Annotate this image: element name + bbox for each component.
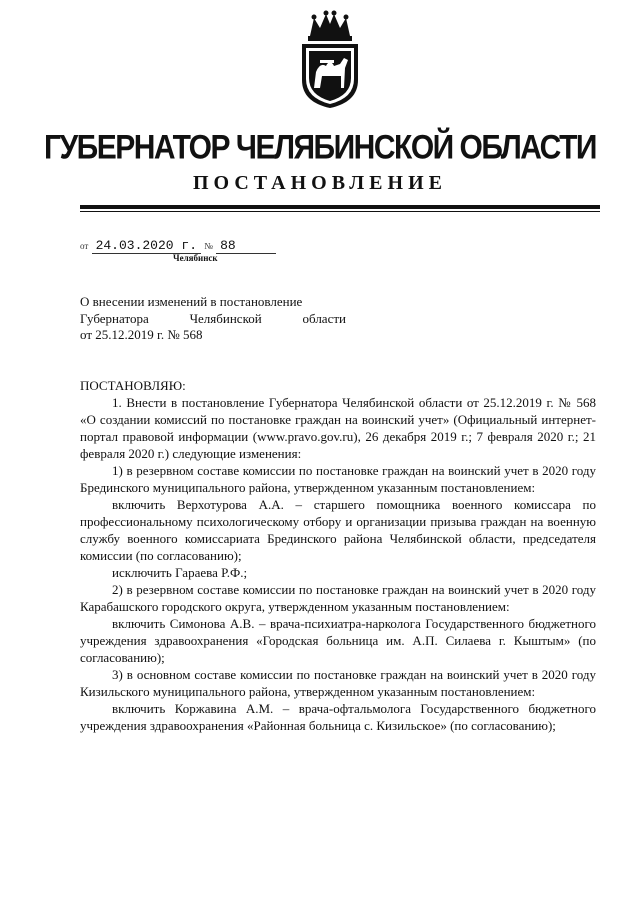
document-type: ПОСТАНОВЛЕНИЕ bbox=[193, 172, 447, 194]
paragraph-7: 3) в основном составе комиссии по постановке граждан на воинский учет в 2020 году Кизильского муниципального района, утвержденном указанным постановлением: bbox=[80, 667, 596, 699]
header-rule-thin bbox=[80, 211, 600, 212]
header-rule-thick bbox=[80, 205, 600, 209]
city: Челябинск bbox=[173, 253, 218, 263]
document-body bbox=[80, 377, 596, 734]
subject-line-2: Губернатора Челябинской области bbox=[80, 310, 346, 326]
paragraph-4: исключить Гараева Р.Ф.; bbox=[112, 565, 248, 580]
paragraph-5: 2) в резервном составе комиссии по постановке граждан на воинский учет в 2020 году Карабашского городского округа, утвержденном указанным постановлением: bbox=[80, 582, 596, 614]
dateline bbox=[80, 237, 276, 253]
document-number: 88 bbox=[216, 238, 276, 254]
coat-of-arms-icon bbox=[296, 10, 364, 110]
issuer-title: ГУБЕРНАТОР ЧЕЛЯБИНСКОЙ ОБЛАСТИ bbox=[44, 128, 596, 167]
decree-word: ПОСТАНОВЛЯЮ: bbox=[80, 378, 186, 393]
paragraph-3: включить Верхотурова А.А. – старшего помощника военного комиссара по профессиональному психологическому отбору и организации призыва граждан на военную службу военного комиссариата Брединского района Челябинской области, председателя комиссии (по согласованию); bbox=[80, 497, 596, 563]
subject-line-3: от 25.12.2019 г. № 568 bbox=[80, 327, 203, 342]
paragraph-1: 1. Внести в постановление Губернатора Челябинской области от 25.12.2019 г. № 568 «О создании комиссий по постановке граждан на воинский учет» (Официальный интернет-портал правовой информации (www.pravo.gov.ru), 26 декабря 2019 г.; 7 февраля 2020 г.; 21 февраля 2020 г.) следующие изменения: bbox=[80, 395, 596, 461]
subject-line-1: О внесении изменений в постановление bbox=[80, 294, 303, 309]
paragraph-8: включить Коржавина А.М. – врача-офтальмолога Государственного бюджетного учреждения здравоохранения «Районная больница с. Кизильское» (по согласованию); bbox=[80, 701, 596, 733]
paragraph-6: включить Симонова А.В. – врача-психиатра-нарколога Государственного бюджетного учреждения здравоохранения «Городская больница им. А.П. Силаева г. Кыштым» (по согласованию); bbox=[80, 616, 596, 665]
document-date: 24.03.2020 г. bbox=[92, 238, 201, 254]
paragraph-2: 1) в резервном составе комиссии по постановке граждан на воинский учет в 2020 году Брединского муниципального района, утвержденном указанным постановлением: bbox=[80, 463, 596, 495]
from-label: от bbox=[80, 241, 89, 251]
number-label: № bbox=[204, 241, 213, 251]
document-subject bbox=[80, 294, 346, 344]
